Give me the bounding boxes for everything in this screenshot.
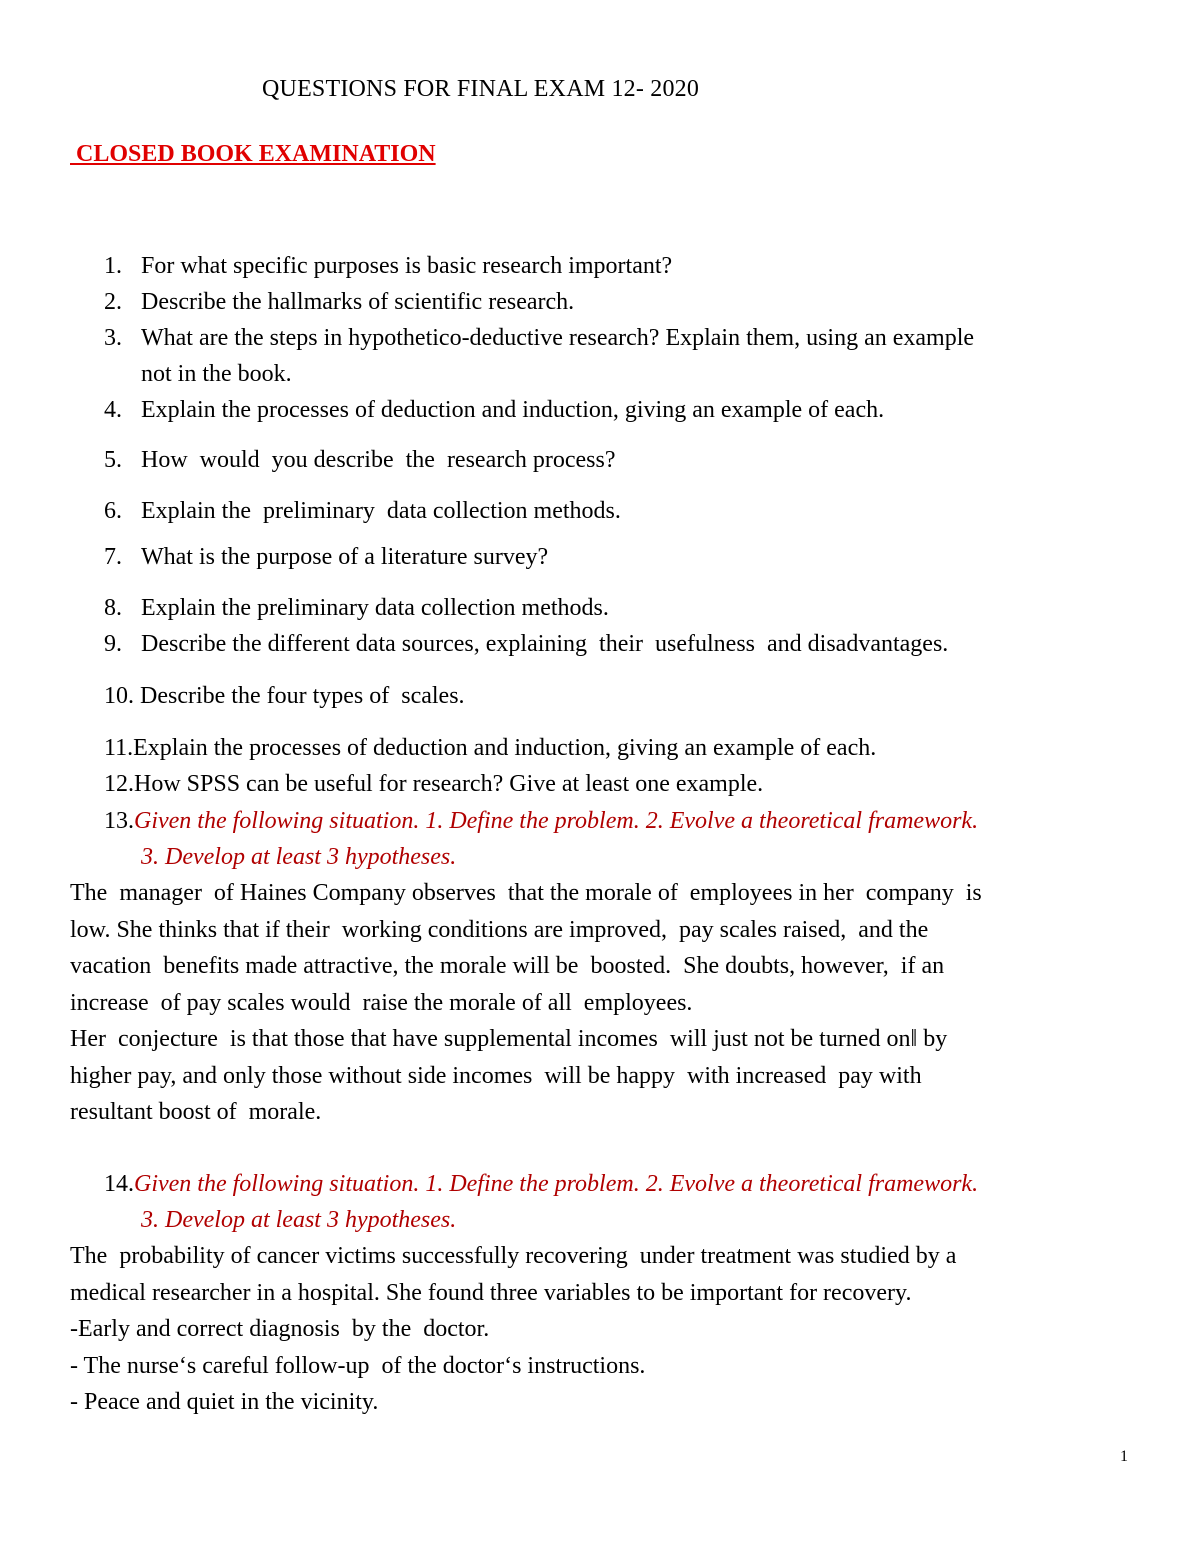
question-text: Explain the preliminary data collection methods. — [141, 595, 609, 621]
paragraph-line: vacation benefits made attractive, the morale will be boosted. She doubts, however, if an — [70, 953, 945, 979]
question-number: 3. — [104, 325, 122, 351]
question-number: 2. — [104, 289, 122, 315]
question-number: 11. — [104, 735, 134, 761]
question-12 — [104, 766, 1124, 802]
paragraph-line: - Peace and quiet in the vicinity. — [70, 1389, 379, 1415]
question-text: Describe the four types of scales. — [134, 683, 465, 709]
question-text: Explain the processes of deduction and induction, giving an example of each. — [141, 397, 885, 423]
paragraph-line: -Early and correct diagnosis by the doctor. — [70, 1316, 490, 1342]
paragraph-line: higher pay, and only those without side incomes will be happy with increased pay with — [70, 1062, 922, 1089]
question-text: Describe the hallmarks of scientific research. — [141, 289, 575, 315]
case-paragraph-13 — [70, 875, 1130, 1131]
question-text: For what specific purposes is basic research important? — [141, 253, 673, 279]
question-text: Given the following situation. 1. Define the problem. 2. Evolve a theoretical framework. — [134, 1171, 979, 1197]
question-number: 14. — [104, 1171, 134, 1197]
exam-subtitle: CLOSED BOOK EXAMINATION — [70, 141, 436, 167]
question-text: Explain the preliminary data collection methods. — [141, 498, 621, 524]
paragraph-line: The probability of cancer victims successfully recovering under treatment was studied by a — [70, 1243, 957, 1269]
paragraph-line: resultant boost of morale. — [70, 1099, 322, 1125]
question-text-continuation: not in the book. — [141, 361, 292, 387]
paragraph-line: medical researcher in a hospital. She found three variables to be important for recovery. — [70, 1279, 912, 1306]
question-number: 13. — [104, 808, 134, 834]
question-text: What are the steps in hypothetico-deductive research? Explain them, using an example — [141, 325, 975, 351]
paragraph-line: The manager of Haines Company observes that the morale of employees in her company is — [70, 880, 982, 906]
question-text: Describe the different data sources, explaining their usefulness and disadvantages. — [141, 631, 949, 657]
question-text-continuation: 3. Develop at least 3 hypotheses. — [141, 844, 457, 870]
case-paragraph-14 — [70, 1238, 1130, 1421]
paragraph-line: increase of pay scales would raise the morale of all employees. — [70, 989, 693, 1016]
page-number: 1 — [1120, 1448, 1128, 1465]
question-1 — [104, 248, 1124, 284]
question-number: 8. — [104, 595, 122, 621]
question-number: 4. — [104, 397, 122, 423]
question-2 — [104, 284, 1124, 320]
question-4 — [104, 392, 1124, 428]
question-number: 7. — [104, 544, 122, 570]
question-13 — [104, 803, 1124, 875]
question-14 — [104, 1166, 1124, 1238]
question-6 — [104, 493, 1124, 529]
question-number: 9. — [104, 631, 122, 657]
question-number: 12. — [104, 771, 134, 797]
question-8 — [104, 590, 1124, 626]
question-number: 10. — [104, 683, 134, 709]
question-number: 1. — [104, 253, 122, 279]
question-text: How would you describe the research process? — [141, 447, 616, 473]
paragraph-line: - The nurse‘s careful follow-up of the doctor‘s instructions. — [70, 1352, 646, 1379]
question-number: 5. — [104, 447, 122, 473]
question-text: Given the following situation. 1. Define the problem. 2. Evolve a theoretical framework. — [134, 808, 979, 834]
question-11 — [104, 730, 1124, 766]
question-text: Explain the processes of deduction and induction, giving an example of each. — [133, 735, 877, 761]
question-text: What is the purpose of a literature survey? — [141, 544, 549, 570]
exam-title: QUESTIONS FOR FINAL EXAM 12- 2020 — [262, 76, 700, 102]
question-text-continuation: 3. Develop at least 3 hypotheses. — [141, 1207, 457, 1233]
question-7 — [104, 539, 1124, 575]
question-number: 6. — [104, 498, 122, 524]
paragraph-line: Her conjecture is that those that have supplemental incomes will just not be turned on‖ by — [70, 1026, 948, 1052]
paragraph-line: low. She thinks that if their working conditions are improved, pay scales raised, and the — [70, 916, 929, 943]
question-3 — [104, 320, 1124, 392]
question-9 — [104, 626, 1124, 662]
question-5 — [104, 442, 1124, 478]
question-10 — [104, 678, 1124, 714]
question-text: How SPSS can be useful for research? Give at least one example. — [134, 771, 764, 797]
